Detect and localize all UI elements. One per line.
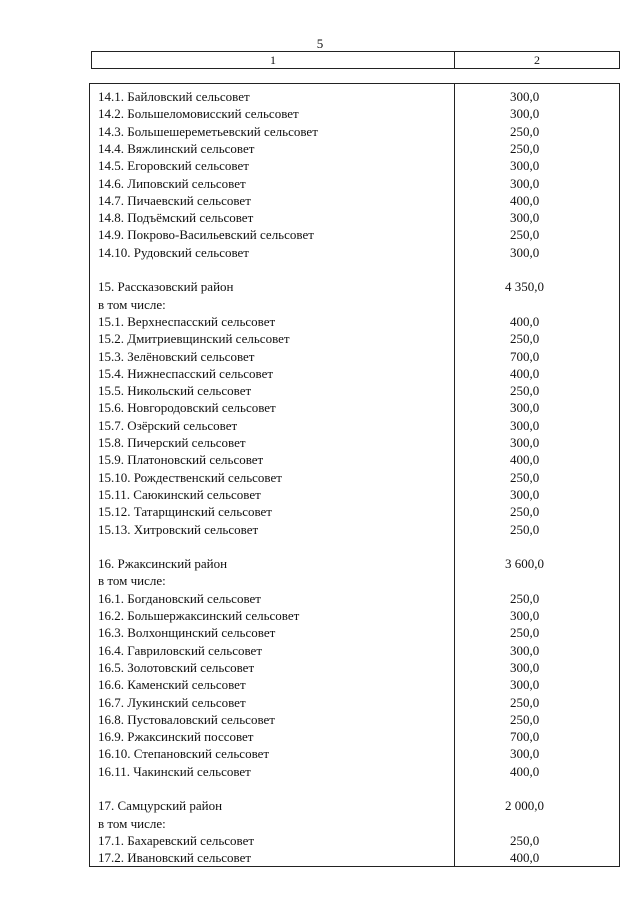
table-row [90, 676, 619, 693]
table-row [90, 348, 619, 365]
row-value: 300,0 [510, 158, 540, 174]
row-name: 16.9. Ржаксинский поссовет [98, 729, 254, 745]
row-value: 250,0 [510, 711, 540, 727]
row-name: 15.2. Дмитриевщинский сельсовет [98, 331, 290, 347]
row-name: 15.1. Верхнеспасский сельсовет [98, 313, 276, 329]
row-value: 300,0 [510, 659, 540, 675]
row-value: 250,0 [510, 469, 540, 485]
row-value: 300,0 [510, 89, 540, 104]
row-value: 250,0 [510, 331, 540, 347]
table-row [90, 365, 619, 382]
table-row [90, 209, 619, 226]
table-row [90, 590, 619, 607]
row-value: 400,0 [510, 452, 540, 468]
row-name: 16.7. Лукинский сельсовет [98, 694, 246, 710]
row-value: 400,0 [510, 192, 540, 208]
table-row [90, 832, 619, 849]
table-row [90, 642, 619, 659]
row-value: 250,0 [510, 504, 540, 520]
table-row [90, 417, 619, 434]
table-row [90, 192, 619, 209]
row-name: 14.7. Пичаевский сельсовет [98, 192, 251, 208]
row-value: 300,0 [510, 210, 540, 226]
row-name: 14.4. Вяжлинский сельсовет [98, 140, 255, 156]
row-value: 300,0 [510, 400, 540, 416]
table-row [90, 451, 619, 468]
table-row [90, 572, 619, 589]
table-row [90, 486, 619, 503]
row-name: 15.9. Платоновский сельсовет [98, 452, 264, 468]
table-row [90, 123, 619, 140]
row-value: 250,0 [510, 832, 540, 848]
row-value: 300,0 [510, 746, 540, 762]
row-value: 300,0 [510, 435, 540, 450]
row-name: в том числе: [98, 296, 166, 312]
row-value: 250,0 [510, 694, 540, 710]
row-value: 2 000,0 [505, 798, 544, 814]
column-header-table [91, 51, 620, 69]
table-row [90, 434, 619, 451]
table-row [90, 157, 619, 174]
table-row [90, 140, 619, 157]
page-number: 5 [316, 36, 324, 51]
row-name: 14.2. Большеломовисский сельсовет [98, 106, 299, 122]
row-name: 15.3. Зелёновский сельсовет [98, 348, 255, 364]
row-name: 15.6. Новгородовский сельсовет [98, 400, 276, 416]
row-value: 400,0 [510, 365, 540, 381]
row-value: 400,0 [510, 850, 540, 866]
row-name: 15.11. Саюкинский сельсовет [98, 486, 261, 502]
table-row [90, 382, 619, 399]
table-row [90, 763, 619, 780]
row-value: 300,0 [510, 677, 540, 693]
row-name: 15. Рассказовский район [98, 279, 234, 295]
row-value: 250,0 [510, 140, 540, 156]
row-name: 14.10. Рудовский сельсовет [98, 244, 249, 260]
row-value: 300,0 [510, 106, 540, 122]
table-row [90, 745, 619, 762]
row-value: 250,0 [510, 625, 540, 641]
spacer-row [90, 538, 619, 555]
spacer-row [90, 780, 619, 797]
table-row [90, 849, 619, 866]
row-value: 4 350,0 [505, 279, 544, 295]
row-value: 300,0 [510, 608, 540, 623]
row-value: 300,0 [510, 244, 540, 260]
row-name: 16.1. Богдановский сельсовет [98, 590, 261, 606]
row-value: 700,0 [510, 729, 540, 745]
row-name: 17.1. Бахаревский сельсовет [98, 832, 255, 848]
row-name: 17.2. Ивановский сельсовет [98, 850, 252, 866]
row-value: 250,0 [510, 227, 540, 243]
row-name: 15.5. Никольский сельсовет [98, 383, 252, 399]
row-name: 16.5. Золотовский сельсовет [98, 659, 255, 675]
row-value: 250,0 [510, 590, 540, 606]
row-name: 16.8. Пустоваловский сельсовет [98, 711, 275, 727]
row-name: 16.6. Каменский сельсовет [98, 677, 246, 693]
table-row [90, 797, 619, 814]
table-row [90, 244, 619, 261]
row-name: 15.13. Хитровский сельсовет [98, 521, 259, 537]
row-name: 16.10. Степановский сельсовет [98, 746, 270, 762]
table-row [90, 313, 619, 330]
table-row [90, 659, 619, 676]
row-name: в том числе: [98, 573, 166, 589]
table-row [90, 399, 619, 416]
table-row [90, 296, 619, 313]
row-name: 15.8. Пичерский сельсовет [98, 435, 246, 450]
spacer-row [90, 261, 619, 278]
row-name: в том числе: [98, 815, 166, 831]
row-name: 15.7. Озёрский сельсовет [98, 417, 238, 433]
row-value: 300,0 [510, 417, 540, 433]
table-row [90, 278, 619, 295]
row-name: 14.8. Подъёмский сельсовет [98, 210, 254, 226]
row-name: 15.10. Рождественский сельсовет [98, 469, 282, 485]
table-row [90, 694, 619, 711]
row-name: 16.11. Чакинский сельсовет [98, 763, 251, 779]
row-name: 16.4. Гавриловский сельсовет [98, 642, 263, 658]
table-row [90, 330, 619, 347]
table-row [90, 469, 619, 486]
row-name: 14.3. Большешереметьевский сельсовет [98, 123, 318, 139]
row-name: 16. Ржаксинский район [98, 556, 228, 572]
table-row [90, 555, 619, 572]
row-name: 14.9. Покрово-Васильевский сельсовет [98, 227, 314, 243]
table-row [90, 607, 619, 624]
row-name: 16.3. Волхонщинский сельсовет [98, 625, 276, 641]
table-row [90, 175, 619, 192]
row-value: 300,0 [510, 642, 540, 658]
column-header-1: 1 [92, 52, 455, 68]
allocation-table [89, 83, 620, 867]
row-value: 250,0 [510, 383, 540, 399]
table-row [90, 88, 619, 105]
row-value: 250,0 [510, 123, 540, 139]
table-row [90, 815, 619, 832]
row-value: 300,0 [510, 175, 540, 191]
row-name: 15.4. Нижнеспасский сельсовет [98, 365, 274, 381]
table-row [90, 728, 619, 745]
row-value: 250,0 [510, 521, 540, 537]
table-row [90, 503, 619, 520]
row-value: 400,0 [510, 313, 540, 329]
column-header-2: 2 [534, 53, 540, 67]
row-value: 700,0 [510, 348, 540, 364]
row-name: 14.6. Липовский сельсовет [98, 175, 246, 191]
row-name: 17. Самцурский район [98, 798, 223, 814]
row-name: 16.2. Большержаксинский сельсовет [98, 608, 300, 623]
row-name: 14.1. Байловский сельсовет [98, 89, 250, 104]
table-row [90, 711, 619, 728]
table-row [90, 105, 619, 122]
row-value: 400,0 [510, 763, 540, 779]
row-name: 14.5. Егоровский сельсовет [98, 158, 249, 174]
table-row [90, 226, 619, 243]
table-row [90, 624, 619, 641]
row-name: 15.12. Татарщинский сельсовет [98, 504, 272, 520]
table-row [90, 521, 619, 538]
row-value: 300,0 [510, 486, 540, 502]
row-value: 3 600,0 [505, 556, 544, 572]
